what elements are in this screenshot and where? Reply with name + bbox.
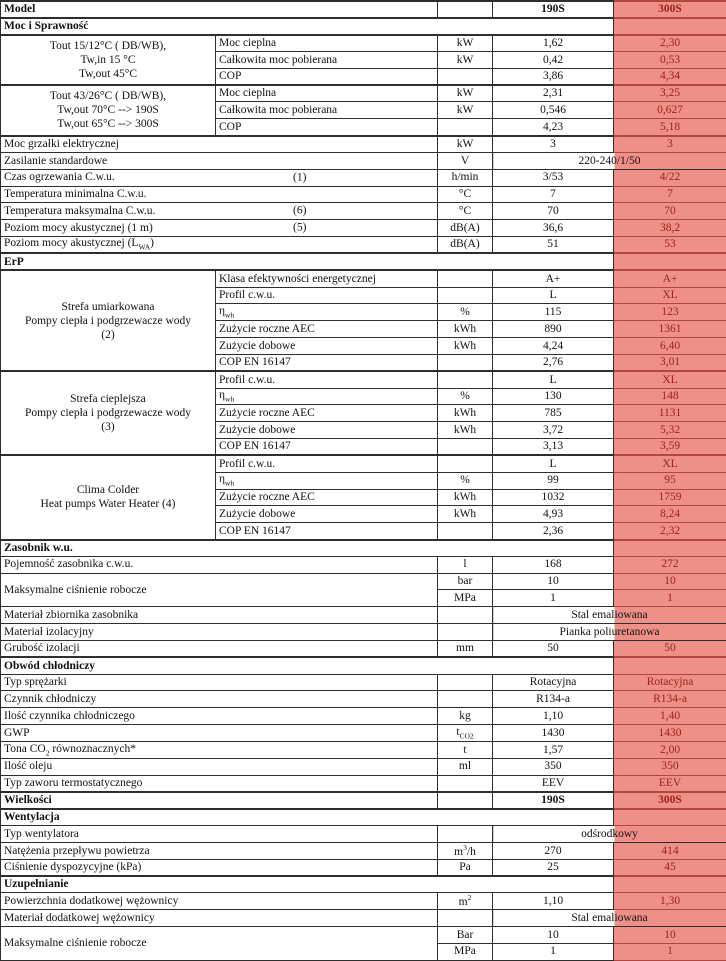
unit-cell: kW xyxy=(438,102,493,119)
unit-cell: bar xyxy=(438,573,493,590)
shared-value-cell: 220-240/1/50 xyxy=(493,152,726,169)
section-row xyxy=(1,253,726,270)
table-row xyxy=(1,35,726,52)
value-300s-cell: 272 xyxy=(614,556,726,573)
unit-cell: ml xyxy=(438,758,493,775)
unit-cell: kg xyxy=(438,708,493,725)
table-row xyxy=(1,725,726,742)
group-label: Clima Colder Heat pumps Water Heater (4) xyxy=(1,455,216,539)
table-row xyxy=(1,910,726,927)
value-300s-cell xyxy=(614,253,726,270)
row-sublabel: Zużycie roczne AEC xyxy=(216,405,438,422)
unit-cell: °C xyxy=(438,203,493,220)
value-190s-cell: 350 xyxy=(493,758,614,775)
row-label: Ilość czynnika chłodniczego xyxy=(1,708,438,725)
unit-cell: kW xyxy=(438,85,493,102)
row-sublabel: Całkowita moc pobierana xyxy=(216,102,438,119)
value-300s-cell: 38,2 xyxy=(614,220,726,237)
table-row xyxy=(1,741,726,758)
row-sublabel: Zużycie dobowe xyxy=(216,338,438,355)
value-190s-cell: 50 xyxy=(493,640,614,657)
value-300s-cell: R134-a xyxy=(614,691,726,708)
value-300s-cell: 1,40 xyxy=(614,708,726,725)
value-300s-cell xyxy=(614,876,726,893)
value-300s-cell: 1 xyxy=(614,943,726,960)
value-300s-cell: 3,25 xyxy=(614,85,726,102)
row-sublabel: Zużycie roczne AEC xyxy=(216,489,438,506)
row-label: Ciśnienie dyspozycyjne (kPa) xyxy=(1,859,438,876)
spec-table-body xyxy=(1,1,726,960)
value-300s-cell: 10 xyxy=(614,573,726,590)
table-row xyxy=(1,573,726,590)
value-300s-cell: 6,40 xyxy=(614,338,726,355)
value-190s-cell: 1,62 xyxy=(493,35,614,52)
value-300s-cell: 4/22 xyxy=(614,169,726,186)
value-190s-cell: 4,23 xyxy=(493,119,614,136)
value-190s-cell: Rotacyjna xyxy=(493,674,614,691)
unit-cell: kW xyxy=(438,51,493,68)
unit-cell: V xyxy=(438,152,493,169)
row-sublabel: COP xyxy=(216,68,438,85)
row-label: Materiał zbiornika zasobnika xyxy=(1,607,438,624)
value-190s-cell: 4,24 xyxy=(493,338,614,355)
unit-cell: kWh xyxy=(438,321,493,338)
value-190s-cell: 785 xyxy=(493,405,614,422)
unit-cell: dB(A) xyxy=(438,220,493,237)
table-row xyxy=(1,203,726,220)
unit-cell xyxy=(438,1,493,18)
value-190s-cell: 99 xyxy=(493,472,614,489)
value-300s-cell: 1,30 xyxy=(614,893,726,910)
group-label: Strefa cieplejsza Pompy ciepła i podgrzewacze wody (3) xyxy=(1,371,216,455)
unit-cell: kWh xyxy=(438,422,493,439)
row-label: Typ zaworu termostatycznego xyxy=(1,775,438,792)
footnote-ref: (6) xyxy=(293,205,307,218)
value-300s-cell: XL xyxy=(614,287,726,304)
footnote-ref: (1) xyxy=(293,171,307,184)
section-label: Wentylacja xyxy=(1,809,614,826)
row-sublabel: Profil c.w.u. xyxy=(216,287,438,304)
unit-cell: MPa xyxy=(438,943,493,960)
value-190s-cell: L xyxy=(493,287,614,304)
unit-cell xyxy=(438,68,493,85)
row-label: Wielkości xyxy=(1,792,438,809)
table-row xyxy=(1,624,726,641)
value-190s-cell: 2,36 xyxy=(493,523,614,540)
table-row xyxy=(1,674,726,691)
unit-cell xyxy=(438,439,493,456)
table-row xyxy=(1,927,726,944)
value-190s-cell: EEV xyxy=(493,775,614,792)
value-190s-cell: 10 xyxy=(493,927,614,944)
value-190s-cell: 25 xyxy=(493,859,614,876)
row-label: Grubość izolacji xyxy=(1,640,438,657)
value-190s-cell: L xyxy=(493,371,614,388)
value-300s-cell xyxy=(614,809,726,826)
row-label: Temperatura minimalna C.w.u. xyxy=(1,186,438,203)
table-row xyxy=(1,237,726,254)
value-300s-cell: 1131 xyxy=(614,405,726,422)
value-190s-cell: 3,86 xyxy=(493,68,614,85)
value-300s-cell: 3,59 xyxy=(614,439,726,456)
table-row xyxy=(1,842,726,859)
value-300s-cell: 2,00 xyxy=(614,741,726,758)
table-row xyxy=(1,220,726,237)
group-label: Strefa umiarkowana Pompy ciepła i podgrzewacze wody (2) xyxy=(1,270,216,371)
row-label: Model xyxy=(1,1,438,18)
value-300s-cell: 8,24 xyxy=(614,506,726,523)
row-label: Materiał izolacyjny xyxy=(1,624,438,641)
unit-cell xyxy=(438,371,493,388)
row-sublabel: Profil c.w.u. xyxy=(216,455,438,472)
row-sublabel: Moc cieplna xyxy=(216,35,438,52)
unit-cell xyxy=(438,624,493,641)
value-300s-cell: 3,01 xyxy=(614,354,726,371)
table-row xyxy=(1,85,726,102)
value-190s-cell: 115 xyxy=(493,304,614,321)
unit-cell: kWh xyxy=(438,506,493,523)
unit-cell xyxy=(438,674,493,691)
section-label: Obwód chłodniczy xyxy=(1,657,614,674)
value-300s-cell xyxy=(614,540,726,557)
value-190s-cell: 3,72 xyxy=(493,422,614,439)
row-label: GWP xyxy=(1,725,438,742)
table-row xyxy=(1,455,726,472)
unit-cell: MPa xyxy=(438,590,493,607)
row-sublabel: Zużycie roczne AEC xyxy=(216,321,438,338)
value-300s-cell: Rotacyjna xyxy=(614,674,726,691)
value-300s-cell: 123 xyxy=(614,304,726,321)
value-300s-cell: 10 xyxy=(614,927,726,944)
group-label: Tout 43/26°C ( DB/WB), Tw,out 70°C --> 190S Tw,out 65°C --> 300S xyxy=(1,85,216,135)
table-row xyxy=(1,893,726,910)
shared-value-cell: odśrodkowy xyxy=(493,826,726,843)
table-row xyxy=(1,708,726,725)
value-190s-cell: 1032 xyxy=(493,489,614,506)
value-300s-cell xyxy=(614,18,726,35)
value-300s-cell: 7 xyxy=(614,186,726,203)
unit-cell: % xyxy=(438,388,493,405)
row-label: Moc grzałki elektrycznej xyxy=(1,136,438,153)
table-row xyxy=(1,556,726,573)
value-190s-cell: 0,42 xyxy=(493,51,614,68)
value-300s-cell xyxy=(614,657,726,674)
value-190s-cell: R134-a xyxy=(493,691,614,708)
value-190s-cell: 3,13 xyxy=(493,439,614,456)
row-sublabel: COP EN 16147 xyxy=(216,354,438,371)
section-label: Moc i Sprawność xyxy=(1,18,614,35)
value-300s-cell: 1430 xyxy=(614,725,726,742)
unit-cell: % xyxy=(438,304,493,321)
row-sublabel: Moc cieplna xyxy=(216,85,438,102)
section-row xyxy=(1,809,726,826)
row-label: Pojemność zasobnika c.w.u. xyxy=(1,556,438,573)
row-sublabel: $\eta_{wh}$ xyxy=(216,472,438,489)
table-row xyxy=(1,775,726,792)
unit-cell: l xyxy=(438,556,493,573)
value-300s-cell: 50 xyxy=(614,640,726,657)
value-190s-cell: 1 xyxy=(493,943,614,960)
row-sublabel: Profil c.w.u. xyxy=(216,371,438,388)
row-label: Tona $CO_2$ równoznacznych* xyxy=(1,741,438,758)
value-190s-cell: 3/53 xyxy=(493,169,614,186)
shared-value-cell: Pianka poliuretanowa xyxy=(493,624,726,641)
value-190s-cell: 2,76 xyxy=(493,354,614,371)
row-label: Czynnik chłodniczy xyxy=(1,691,438,708)
table-row xyxy=(1,859,726,876)
row-label: Typ wentylatora xyxy=(1,826,438,843)
value-300s-cell: 53 xyxy=(614,237,726,254)
value-300s-cell: XL xyxy=(614,371,726,388)
row-sublabel: COP xyxy=(216,119,438,136)
value-300s-cell: 300S xyxy=(614,792,726,809)
unit-cell xyxy=(438,691,493,708)
value-190s-cell: 7 xyxy=(493,186,614,203)
row-label: Poziom mocy akustycznej (1 m) (5) xyxy=(1,220,438,237)
unit-cell: t xyxy=(438,741,493,758)
unit-cell: dB(A) xyxy=(438,237,493,254)
section-row xyxy=(1,540,726,557)
value-190s-cell: 3 xyxy=(493,136,614,153)
value-300s-cell: 0,53 xyxy=(614,51,726,68)
unit-cell: $m^3/h$ xyxy=(438,842,493,859)
unit-cell xyxy=(438,287,493,304)
shared-value-cell: Stal emaliowana xyxy=(493,607,726,624)
row-label: Maksymalne ciśnienie robocze xyxy=(1,573,438,607)
unit-cell: h/min xyxy=(438,169,493,186)
row-label: Ilość oleju xyxy=(1,758,438,775)
row-sublabel: Zużycie dobowe xyxy=(216,506,438,523)
unit-cell: kW xyxy=(438,35,493,52)
table-row xyxy=(1,758,726,775)
unit-cell xyxy=(438,910,493,927)
value-300s-cell: 1 xyxy=(614,590,726,607)
unit-cell: kWh xyxy=(438,489,493,506)
value-190s-cell: 190S xyxy=(493,1,614,18)
value-190s-cell: 270 xyxy=(493,842,614,859)
section-row xyxy=(1,18,726,35)
value-190s-cell: A+ xyxy=(493,270,614,287)
value-190s-cell: 1,10 xyxy=(493,893,614,910)
section-label: Uzupełnianie xyxy=(1,876,614,893)
value-190s-cell: 4,93 xyxy=(493,506,614,523)
unit-cell: kW xyxy=(438,136,493,153)
shared-value-cell: Stal emaliowana xyxy=(493,910,726,927)
row-label: Czas ogrzewania C.w.u. (1) xyxy=(1,169,438,186)
value-190s-cell: 1 xyxy=(493,590,614,607)
group-label: Tout 15/12°C ( DB/WB), Tw,in 15 °C Tw,out 45°C xyxy=(1,35,216,85)
row-sublabel: Zużycie dobowe xyxy=(216,422,438,439)
value-190s-cell: 130 xyxy=(493,388,614,405)
row-label: Natężenia przepływu powietrza xyxy=(1,842,438,859)
value-300s-cell: XL xyxy=(614,455,726,472)
value-190s-cell: 1,10 xyxy=(493,708,614,725)
unit-cell xyxy=(438,354,493,371)
value-300s-cell: 300S xyxy=(614,1,726,18)
unit-cell: kWh xyxy=(438,338,493,355)
value-300s-cell: 350 xyxy=(614,758,726,775)
unit-cell: $t_{CO2}$ xyxy=(438,725,493,742)
table-row xyxy=(1,169,726,186)
unit-cell: Pa xyxy=(438,859,493,876)
value-300s-cell: 414 xyxy=(614,842,726,859)
table-row xyxy=(1,826,726,843)
row-label: Temperatura maksymalna C.w.u. (6) xyxy=(1,203,438,220)
unit-cell xyxy=(438,607,493,624)
value-190s-cell: 0,546 xyxy=(493,102,614,119)
unit-cell xyxy=(438,775,493,792)
value-300s-cell: 148 xyxy=(614,388,726,405)
value-190s-cell: 10 xyxy=(493,573,614,590)
row-sublabel: $\eta_{wh}$ xyxy=(216,304,438,321)
row-label: Zasilanie standardowe xyxy=(1,152,438,169)
value-300s-cell: 95 xyxy=(614,472,726,489)
value-190s-cell: 70 xyxy=(493,203,614,220)
unit-cell xyxy=(438,523,493,540)
value-190s-cell: 51 xyxy=(493,237,614,254)
section-row xyxy=(1,657,726,674)
value-300s-cell: A+ xyxy=(614,270,726,287)
row-label: Powierzchnia dodatkowej wężownicy xyxy=(1,893,438,910)
table-row xyxy=(1,691,726,708)
row-sublabel: COP EN 16147 xyxy=(216,439,438,456)
model-row xyxy=(1,792,726,809)
value-300s-cell: 5,18 xyxy=(614,119,726,136)
footnote-ref: (5) xyxy=(293,221,307,234)
model-row xyxy=(1,1,726,18)
unit-cell xyxy=(438,119,493,136)
unit-cell xyxy=(438,270,493,287)
value-300s-cell: 1361 xyxy=(614,321,726,338)
row-sublabel: Klasa efektywności energetycznej xyxy=(216,270,438,287)
unit-cell: mm xyxy=(438,640,493,657)
value-300s-cell: 70 xyxy=(614,203,726,220)
unit-cell xyxy=(438,826,493,843)
value-190s-cell: 890 xyxy=(493,321,614,338)
unit-cell: % xyxy=(438,472,493,489)
value-300s-cell: 2,32 xyxy=(614,523,726,540)
table-row xyxy=(1,152,726,169)
value-190s-cell: 1,57 xyxy=(493,741,614,758)
value-190s-cell: 36,6 xyxy=(493,220,614,237)
row-label: Typ sprężarki xyxy=(1,674,438,691)
value-300s-cell: 2,30 xyxy=(614,35,726,52)
value-300s-cell: EEV xyxy=(614,775,726,792)
unit-cell xyxy=(438,792,493,809)
row-label: Maksymalne ciśnienie robocze xyxy=(1,927,438,961)
unit-cell: kWh xyxy=(438,405,493,422)
unit-cell: $m^2$ xyxy=(438,893,493,910)
unit-cell: °C xyxy=(438,186,493,203)
value-190s-cell: L xyxy=(493,455,614,472)
value-190s-cell: 168 xyxy=(493,556,614,573)
value-300s-cell: 5,32 xyxy=(614,422,726,439)
row-sublabel: $\eta_{wh}$ xyxy=(216,388,438,405)
section-label: ErP xyxy=(1,253,614,270)
row-label: Poziom mocy akustycznej $(L_{WA})$ xyxy=(1,237,438,254)
table-row xyxy=(1,270,726,287)
value-300s-cell: 1759 xyxy=(614,489,726,506)
section-label: Zasobnik w.u. xyxy=(1,540,614,557)
unit-cell: Bar xyxy=(438,927,493,944)
table-row xyxy=(1,640,726,657)
row-sublabel: Całkowita moc pobierana xyxy=(216,51,438,68)
value-190s-cell: 2,31 xyxy=(493,85,614,102)
value-300s-cell: 4,34 xyxy=(614,68,726,85)
table-row xyxy=(1,607,726,624)
value-190s-cell: 1430 xyxy=(493,725,614,742)
section-row xyxy=(1,876,726,893)
value-300s-cell: 45 xyxy=(614,859,726,876)
value-300s-cell: 0,627 xyxy=(614,102,726,119)
table-row xyxy=(1,186,726,203)
row-sublabel: COP EN 16147 xyxy=(216,523,438,540)
value-300s-cell: 3 xyxy=(614,136,726,153)
value-190s-cell: 190S xyxy=(493,792,614,809)
table-row xyxy=(1,136,726,153)
row-label: Materiał dodatkowej wężownicy xyxy=(1,910,438,927)
unit-cell xyxy=(438,455,493,472)
table-row xyxy=(1,371,726,388)
